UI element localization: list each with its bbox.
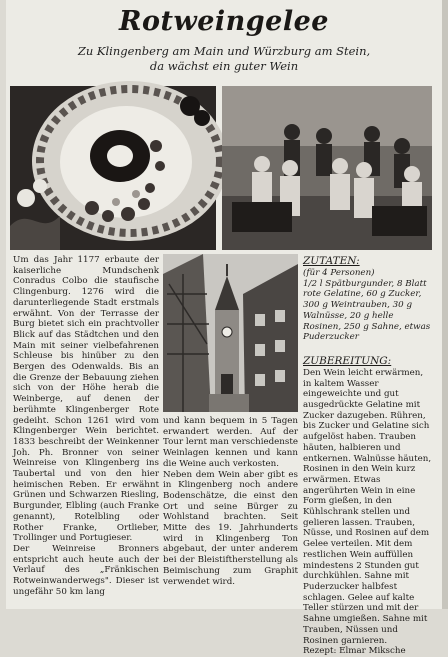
page-title: Rotweingelee (119, 6, 329, 37)
town-street-tower-image (163, 254, 298, 412)
page-edge-shadow (442, 0, 448, 609)
recipe-credit: Rezept: Elmar Miksche (303, 646, 406, 657)
photo-town-street-tower (163, 254, 298, 412)
wine-jelly-plate-image (10, 86, 216, 250)
recipe-column (303, 255, 434, 657)
subtitle-line-1: Zu Klingenberg am Main und Würzburg am Stein, (77, 44, 371, 58)
article-column-2 (163, 416, 298, 587)
photo-wine-jelly-plate (10, 86, 216, 250)
magazine-page (6, 0, 442, 657)
ingredients-list: 1/2 l Spätburgunder, 8 Blatt rote Gelatine, 60 g Zucker, 300 g Weintrauben, 30 g Walnüsse, 20 g helle Rosinen, 250 g Sahne, etwas Puderzucker (303, 278, 431, 343)
page-subtitle (6, 44, 442, 74)
article-paragraph: Um das Jahr 1177 erbaute der kaiserliche Mundschenk Conradus Colbo die staufische Clingenburg. 1276 wird die darunterliegende Stadt erstmals erwähnt. Von der Terrasse der Burg bietet sich ein prachtvoller Blick auf das Städtchen und den Main mit seiner vielbefahrenen Schleuse bis hinüber zu den Bergen des Odenwalds. Bis an die Grenze der Bebauung ziehen sich von der Höhe herab die Weinberge, auf denen der berühmte Klingenberger Rote gedeiht. Schon 1261 wird vom Klingenberger Wein berichtet. 1833 beschreibt der Weinkenner Joh. Ph. Bronner von seiner Weinreise von Klingenberg ins Taubertal und von den hier heimischen Reben. Er erwähnt Grünen und Schwarzen Riesling, Burgunder, Elbling (auch Franke genannt), Rotelbling oder Rother Franke, Ortlieber, Trollinger und Portugieser. (13, 255, 159, 544)
subtitle-line-2: da wächst ein guter Wein (149, 59, 299, 73)
photo-wine-festival-group (222, 86, 432, 250)
article-paragraph: Der Weinreise Bronners entspricht auch heute auch der Verlauf des „Fränkischen Rotweinwanderwegs". Dieser ist ungefähr 50 km lang (13, 543, 159, 597)
article-column-1 (13, 255, 159, 598)
ingredients-heading: ZUTATEN: (303, 255, 360, 267)
preparation-heading: ZUBEREITUNG: (303, 354, 392, 367)
article-paragraph: Neben dem Wein aber gibt es in Klingenberg noch andere Bodenschätze, die einst den Ort und seine Bürger zu Wohlstand brachten. Seit Mitte des 19. Jahrhunderts wird in Klingenberg Ton abgebaut, der unter anderem bei der Bleistiftherstellung als Beimischung zum Graphit verwendet wird. (163, 469, 298, 587)
recipe-servings: (für 4 Personen) (303, 268, 375, 278)
article-paragraph: und kann bequem in 5 Tagen erwandert werden. Auf der Tour lernt man verschiedenste Weinlagen kennen und kann die Weine auch verkosten. (163, 416, 298, 469)
preparation-text: Den Wein leicht erwärmen, in kaltem Wasser eingeweichte und gut ausgedrückte Gelatine mit Zucker dazugeben. Rühren, bis Zucker und Gelatine sich aufgelöst haben. Trauben häuten, halbieren und entkernen. Walnüsse häuten, Rosinen in den Wein kurz erwärmen. Etwas angerührten Wein in eine Form gießen, in den Kühlschrank stellen und gelieren lassen. Trauben, Nüsse, und Rosinen auf dem Gelee verteilen. Mit dem restlichen Wein auffüllen mindestens 2 Stunden gut durchkühlen. Sahne mit Puderzucker halbfest schlagen. Gelee auf kalte Teller stürzen und mit der Sahne umgießen. Sahne mit Trauben, Nüssen und Rosinen garnieren. (303, 367, 432, 646)
wine-festival-group-image (222, 86, 432, 250)
